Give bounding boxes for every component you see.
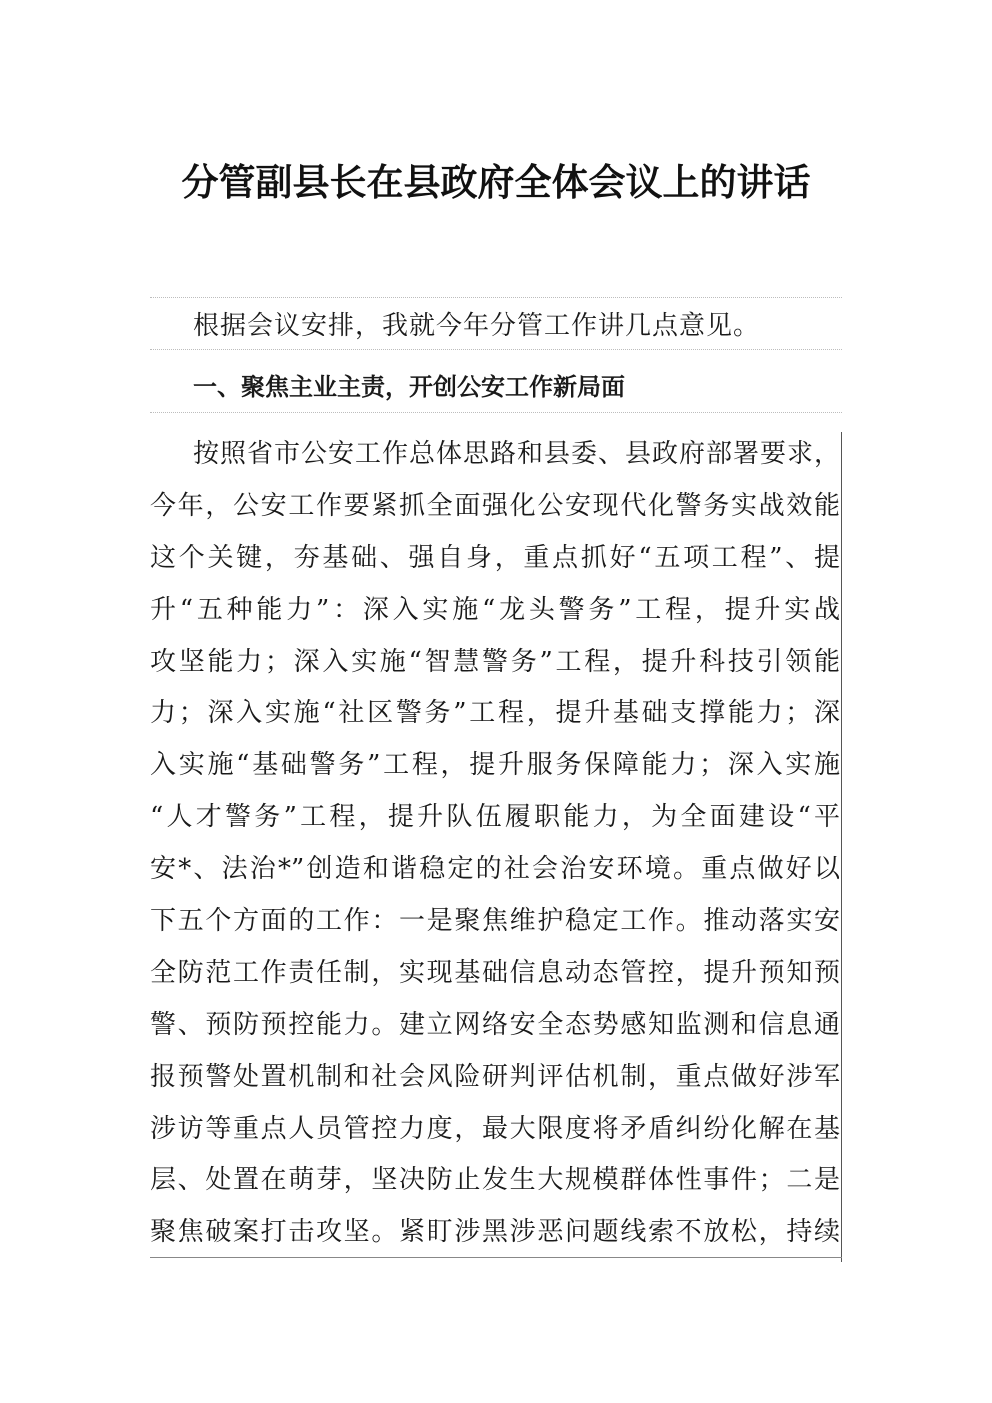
body-line-text: 升“五种能力”：深入实施“龙头警务”工程，提升实战 (150, 594, 840, 625)
body-line (150, 1003, 842, 1055)
body-line-text: 安*、法治*”创造和谐稳定的社会治安环境。重点做好以 (150, 854, 840, 885)
body-line (150, 536, 842, 588)
body-line (150, 691, 842, 743)
body-line (150, 1210, 842, 1262)
body-line-text: 聚焦破案打击攻坚。紧盯涉黑涉恶问题线索不放松，持续 (150, 1217, 840, 1248)
body-line-text: 这个关键，夯基础、强自身，重点抓好“五项工程”、提 (150, 542, 840, 573)
body-line-text: 攻坚能力；深入实施“智慧警务”工程，提升科技引领能 (150, 646, 840, 677)
divider (150, 412, 842, 413)
bottom-rule (150, 1257, 842, 1258)
body-line-text: “人才警务”工程，提升队伍履职能力，为全面建设“平 (150, 802, 840, 833)
body-line (150, 484, 842, 536)
body-line (150, 847, 842, 899)
body-line (150, 795, 842, 847)
body-line (150, 1158, 842, 1210)
divider (150, 297, 842, 298)
body-line-text: 今年，公安工作要紧抓全面强化公安现代化警务实战效能 (150, 490, 840, 521)
body-line-text: 下五个方面的工作：一是聚焦维护稳定工作。推动落实安 (150, 906, 840, 937)
body-line-text: 涉访等重点人员管控力度，最大限度将矛盾纠纷化解在基 (150, 1113, 840, 1144)
body-line (150, 640, 842, 692)
body-line-text: 报预警处置机制和社会风险研判评估机制，重点做好涉军 (150, 1061, 840, 1092)
body-line (150, 899, 842, 951)
body-line-text: 入实施“基础警务”工程，提升服务保障能力；深入实施 (150, 750, 840, 781)
body-line (150, 1055, 842, 1107)
section-heading: 一、聚焦主业主责，开创公安工作新局面 (193, 373, 625, 401)
divider (150, 349, 842, 350)
body-line (150, 1107, 842, 1159)
body-line-text: 层、处置在萌芽，坚决防止发生大规模群体性事件；二是 (150, 1165, 840, 1196)
body-paragraph (150, 432, 842, 1262)
body-line-text: 警、预防预控能力。建立网络安全态势感知监测和信息通 (150, 1009, 840, 1040)
body-line-text: 力；深入实施“社区警务”工程，提升基础支撑能力；深 (150, 698, 840, 729)
body-line (150, 432, 842, 484)
body-line-text: 按照省市公安工作总体思路和县委、县政府部署要求， (193, 439, 840, 469)
intro-paragraph: 根据会议安排，我就今年分管工作讲几点意见。 (193, 311, 761, 341)
document-title: 分管副县长在县政府全体会议上的讲话 (181, 161, 811, 204)
body-line (150, 743, 842, 795)
body-line (150, 951, 842, 1003)
body-line-text: 全防范工作责任制，实现基础信息动态管控，提升预知预 (150, 957, 840, 988)
body-line (150, 588, 842, 640)
